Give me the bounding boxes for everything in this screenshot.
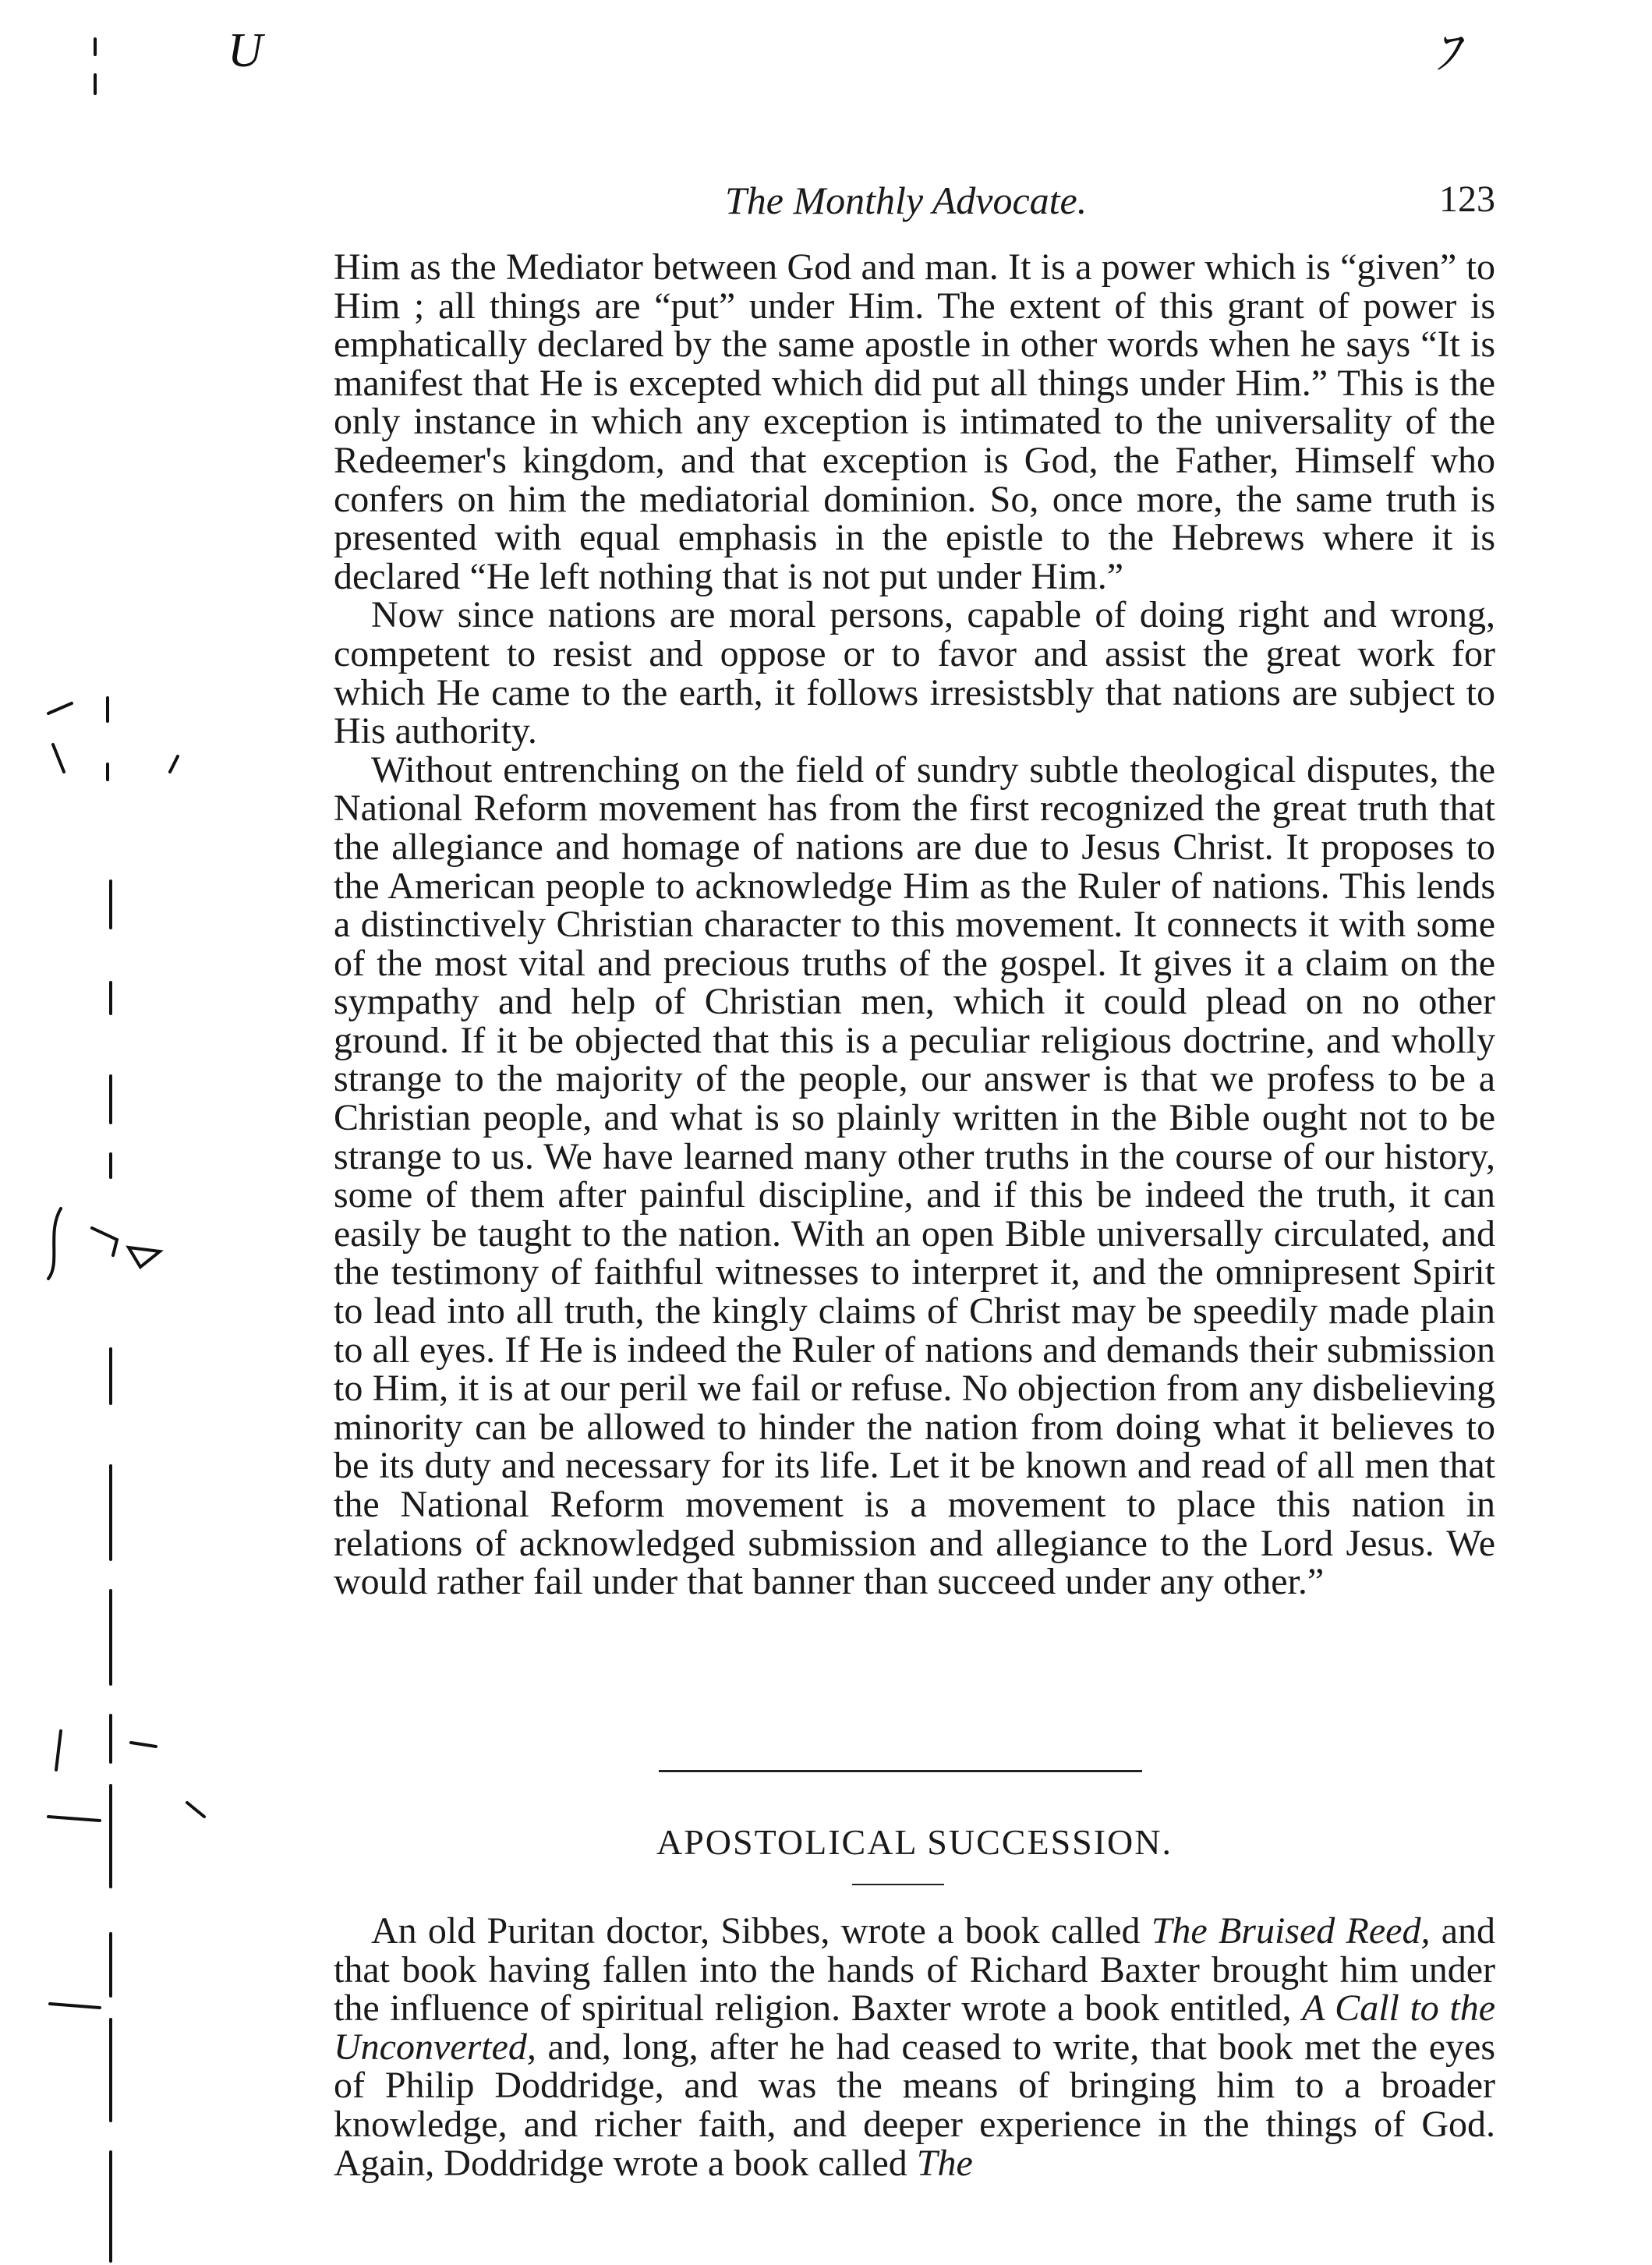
section-text-part-1: An old Puritan doctor, Sibbes, wrote a book called	[371, 1910, 1151, 1952]
heading-underline	[852, 1884, 944, 1885]
book-title-call-to-unconverted: A Call to the Unconverted,	[334, 1987, 1496, 2068]
paragraph-2: Now since nations are moral persons, capable of doing right and wrong, competent to resist and oppose or to favor and assist the great work for which He came to the earth, it follows irresistsbly that nations are subject to His authority.	[334, 594, 1495, 752]
section-body-text	[334, 1912, 1495, 2182]
section-divider	[659, 1770, 1142, 1772]
margin-scribbles	[0, 0, 234, 2265]
body-text	[334, 248, 1495, 1601]
section-text-part-3: and, long, after he had ceased to write, that book met the eyes of Philip Doddridge, and was the means of bringing him to a broader knowledge, and richer faith, and deeper experience in the things of God. Again, Doddridge wrote a book called	[334, 2026, 1495, 2184]
running-title: The Monthly Advocate.	[725, 179, 1088, 222]
section-heading: APOSTOLICAL SUCCESSION.	[656, 1822, 1173, 1862]
page-number: 123	[1439, 179, 1495, 220]
section-text-part-2: and that book having fallen into the hands of Richard Baxter brought him under the influence of spiritual religion. Baxter wrote a book entitled,	[334, 1910, 1495, 2030]
section-paragraph	[334, 1912, 1495, 2182]
book-title-bruised-reed: The Bruised Reed,	[1151, 1910, 1431, 1952]
paragraph-3: Without entrenching on the field of sundry subtle theological disputes, the National Reform movement has from the first recognized the great truth that the allegiance and homage of nations are due to Jesus Christ. It proposes to the American people to acknowledge Him as the Ruler of nations. This lends a distinctively Christian character to this movement. It connects it with some of the most vital and precious truths of the gospel. It gives it a claim on the sympathy and help of Christian men, which it could plead on no other ground. If it be objected that this is a peculiar religious doctrine, and wholly strange to the majority of the people, our answer is that we profess to be a Christian people, and what is so plainly written in the Bible ought not to be strange to us. We have learned many other truths in the course of our history, some of them after painful discipline, and if this be indeed the truth, it can easily be taught to the nation. With an open Bible universally circulated, and the testimony of faithful witnesses to interpret it, and the omnipresent Spirit to lead into all truth, the kingly claims of Christ may be speedily made plain to all eyes. If He is indeed the Ruler of nations and demands their submission to Him, it is at our peril we fail or refuse. No objection from any disbelieving minority can be allowed to hinder the nation from doing what it believes to be its duty and necessary for its life. Let it be known and read of all men that the National Reform movement is a movement to place this nation in relations of acknowledged submission and allegiance to the Lord Jesus. We would rather fail under that banner than succeed under any other.”	[334, 749, 1495, 1603]
paragraph-1: Him as the Mediator between God and man. It is a power which is “given” to Him ; all things are “put” under Him. The extent of this grant of power is emphatically declared by the same apostle in other words when he says “It is manifest that He is excepted which did put all things under Him.” This is the only instance in which any exception is intimated to the universality of the Redeemer's kingdom, and that exception is God, the Father, Himself who confers on him the mediatorial dominion. So, once more, the same truth is presented with equal emphasis in the epistle to the Hebrews where it is declared “He left nothing that is not put under Him.”	[334, 246, 1495, 597]
corner-mark-right: ﾌ	[1434, 27, 1459, 80]
corner-mark-left: U	[228, 24, 263, 77]
running-head	[334, 178, 1495, 232]
book-title-truncated: The	[916, 2142, 973, 2184]
